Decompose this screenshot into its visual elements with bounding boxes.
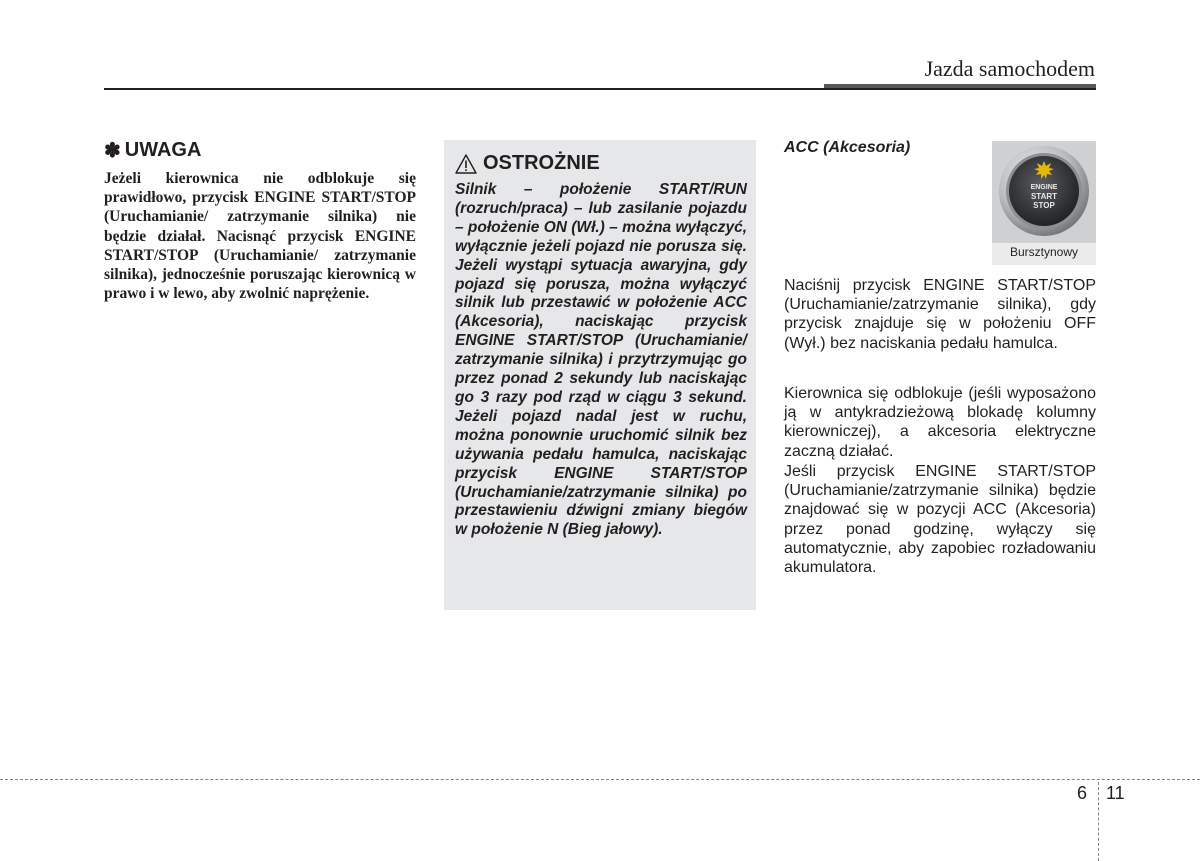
asterisk-icon: ✽ [104, 140, 121, 162]
note-body: Jeżeli kierownica nie odblokuje się prawidłowo, przycisk ENGINE START/STOP (Uruchamianie/ zatrzymanie silnika) nie będzie działał. Nacisnąć przycisk ENGINE START/STOP (Uruchamianie/ zatrzymanie silnika), jednocześnie poruszając kierownicą w prawo i w lewo, aby zwolnić naprężenie. [104, 170, 416, 303]
acc-paragraph-1: Naciśnij przycisk ENGINE START/STOP (Uruchamianie/zatrzymanie silnika), gdy przycisk znajduje się w położeniu OFF (Wył.) bez naciskania pedału hamulca. [784, 277, 1096, 352]
page-number: 11 [1106, 783, 1125, 803]
caution-heading-label: OSTROŻNIE [483, 152, 600, 174]
engine-button-figure [992, 141, 1096, 265]
acc-section-title: ACC (Akcesoria) [784, 139, 911, 156]
note-heading [104, 138, 416, 163]
footer-separator [1098, 782, 1099, 861]
button-text-start: START [1030, 192, 1058, 201]
caution-heading [455, 152, 747, 175]
engine-start-stop-button-image [992, 141, 1096, 243]
acc-paragraph-3: Jeśli przycisk ENGINE START/STOP (Uruchamianie/zatrzymanie silnika) będzie znajdować się w pozycji ACC (Akcesoria) przez ponad godzinę, wyłączy się automatycznie, aby zapobiec rozładowaniu akumulatora. [784, 463, 1096, 577]
caution-box [444, 140, 756, 610]
note-section [104, 138, 416, 303]
acc-paragraph-2: Kierownica się odblokuje (jeśli wyposażono ją w antykradzieżową blokadę kolumny kierowniczej), a akcesoria elektryczne zaczną działać. [784, 385, 1096, 460]
warning-triangle-icon [455, 154, 477, 174]
caution-body: Silnik – położenie START/RUN (rozruch/praca) – lub zasilanie pojazdu – położenie ON (Wł.) – można wyłączyć, wyłącznie jeżeli pojazd nie porusza się. Jeżeli wystąpi sytuacja awaryjna, gdy pojazd się porusza, można wyłączyć silnik lub przestawić w położenie ACC (Akcesoria), naciskając przycisk ENGINE START/STOP (Uruchamianie/ zatrzymanie silnika) i przytrzymując go przez ponad 2 sekundy lub naciskając go 3 razy pod rząd w ciągu 3 sekund. Jeżeli pojazd nadal jest w ruchu, można ponownie uruchomić silnik bez używania pedału hamulca, naciskając przycisk ENGINE START/STOP (Uruchamianie/zatrzymanie silnika) po przestawieniu dźwigni zmiany biegów w położenie N (Bieg jałowy). [455, 181, 747, 539]
note-heading-label: UWAGA [124, 139, 202, 161]
header-rule [104, 88, 1096, 90]
header-title: Jazda samochodem [924, 56, 1095, 81]
button-text-engine: ENGINE [1030, 184, 1058, 191]
section-number: 6 [1077, 783, 1088, 803]
footer-rule [0, 779, 1200, 780]
button-text-stop: STOP [1033, 201, 1055, 210]
figure-caption: Bursztynowy [1009, 245, 1079, 259]
